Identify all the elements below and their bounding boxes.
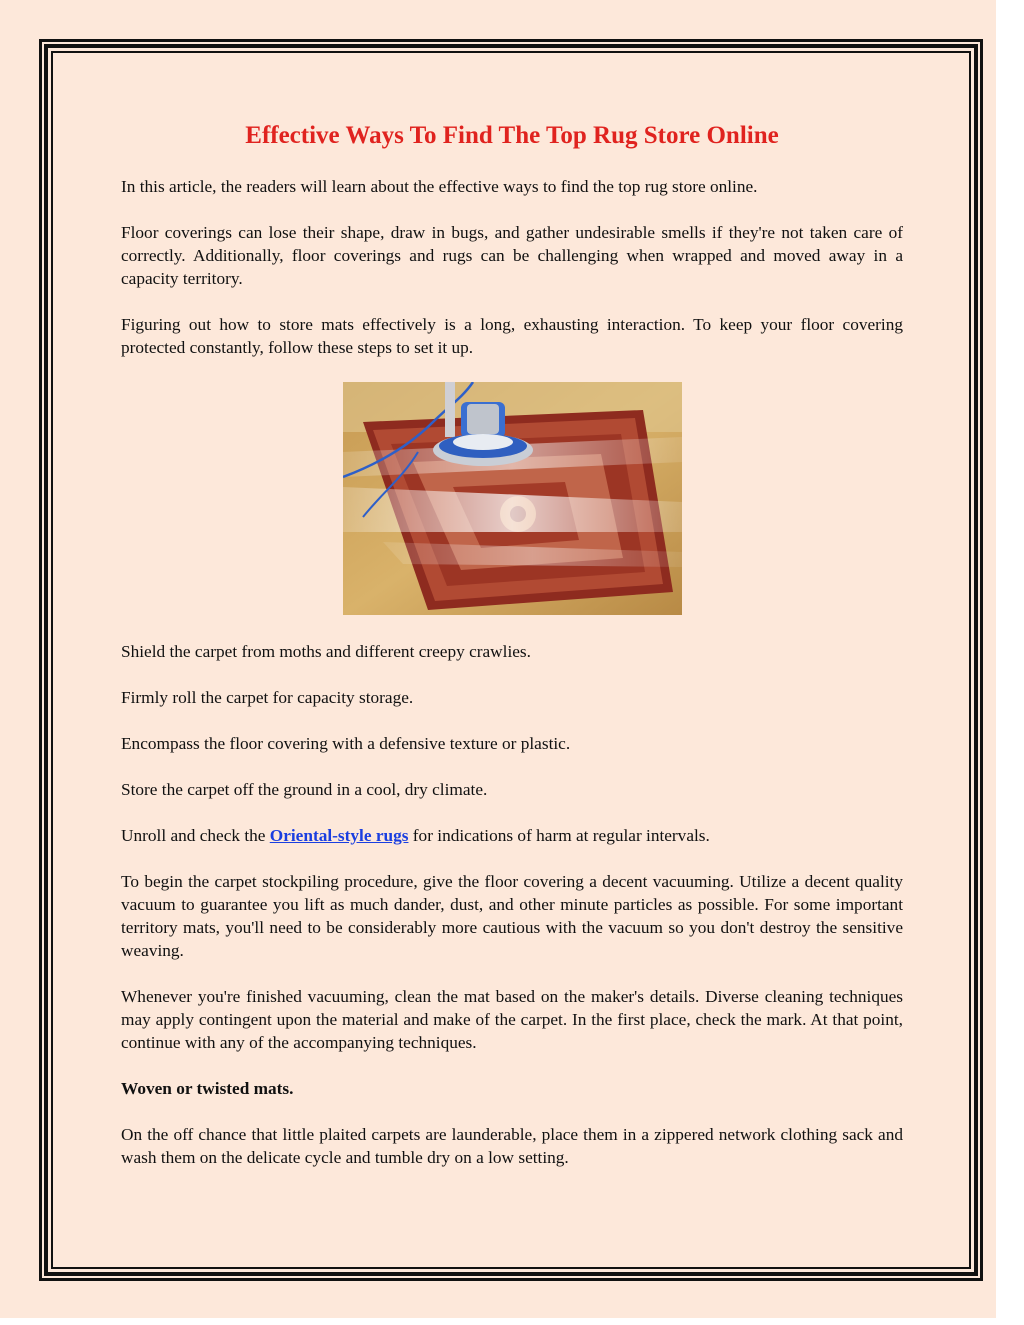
oriental-style-rugs-link[interactable]: Oriental-style rugs — [269, 826, 409, 845]
paragraph-plaited-carpets: On the off chance that little plaited carpets are launderable, place them in a zippered network clothing sack and wash them on the delicate cycle and tumble dry on a low setting. — [121, 1125, 903, 1167]
step-shield-carpet: Shield the carpet from moths and different creepy crawlies. — [121, 642, 531, 661]
paragraph-vacuuming: To begin the carpet stockpiling procedure, give the floor covering a decent vacuuming. Utilize a decent quality vacuum to guarantee you lift as much dander, dust, and other minute particles as possible. For some important territory mats, you'll need to be considerably more cautious with the vacuum so you don't destroy the sensitive weaving. — [121, 872, 903, 960]
step-unroll-text-before: Unroll and check the — [121, 826, 270, 845]
step-encompass-covering: Encompass the floor covering with a defensive texture or plastic. — [121, 734, 571, 753]
step-store-off-ground: Store the carpet off the ground in a cool, dry climate. — [121, 780, 488, 799]
paragraph-store-mats: Figuring out how to store mats effectively is a long, exhausting interaction. To keep your floor covering protected constantly, follow these steps to set it up. — [121, 315, 903, 357]
rug-cleaning-photo — [343, 382, 682, 615]
step-unroll-check — [121, 824, 903, 847]
paragraph-floor-coverings: Floor coverings can lose their shape, draw in bugs, and gather undesirable smells if they're not taken care of correctly. Additionally, floor coverings and rugs can be challenging when wrapped and moved away in a capacity territory. — [121, 223, 903, 288]
article-title: Effective Ways To Find The Top Rug Store Online — [245, 122, 779, 149]
step-unroll-text-after: for indications of harm at regular intervals. — [408, 826, 710, 845]
article-body — [121, 116, 903, 1192]
step-roll-carpet: Firmly roll the carpet for capacity storage. — [121, 688, 414, 707]
intro-paragraph: In this article, the readers will learn about the effective ways to find the top rug store online. — [121, 177, 758, 196]
paragraph-cleaning: Whenever you're finished vacuuming, clean the mat based on the maker's details. Diverse cleaning techniques may apply contingent upon the material and make of the carpet. In the first place, check the mark. At that point, continue with any of the accompanying techniques. — [121, 987, 903, 1052]
subheading-woven-mats: Woven or twisted mats. — [121, 1079, 294, 1098]
